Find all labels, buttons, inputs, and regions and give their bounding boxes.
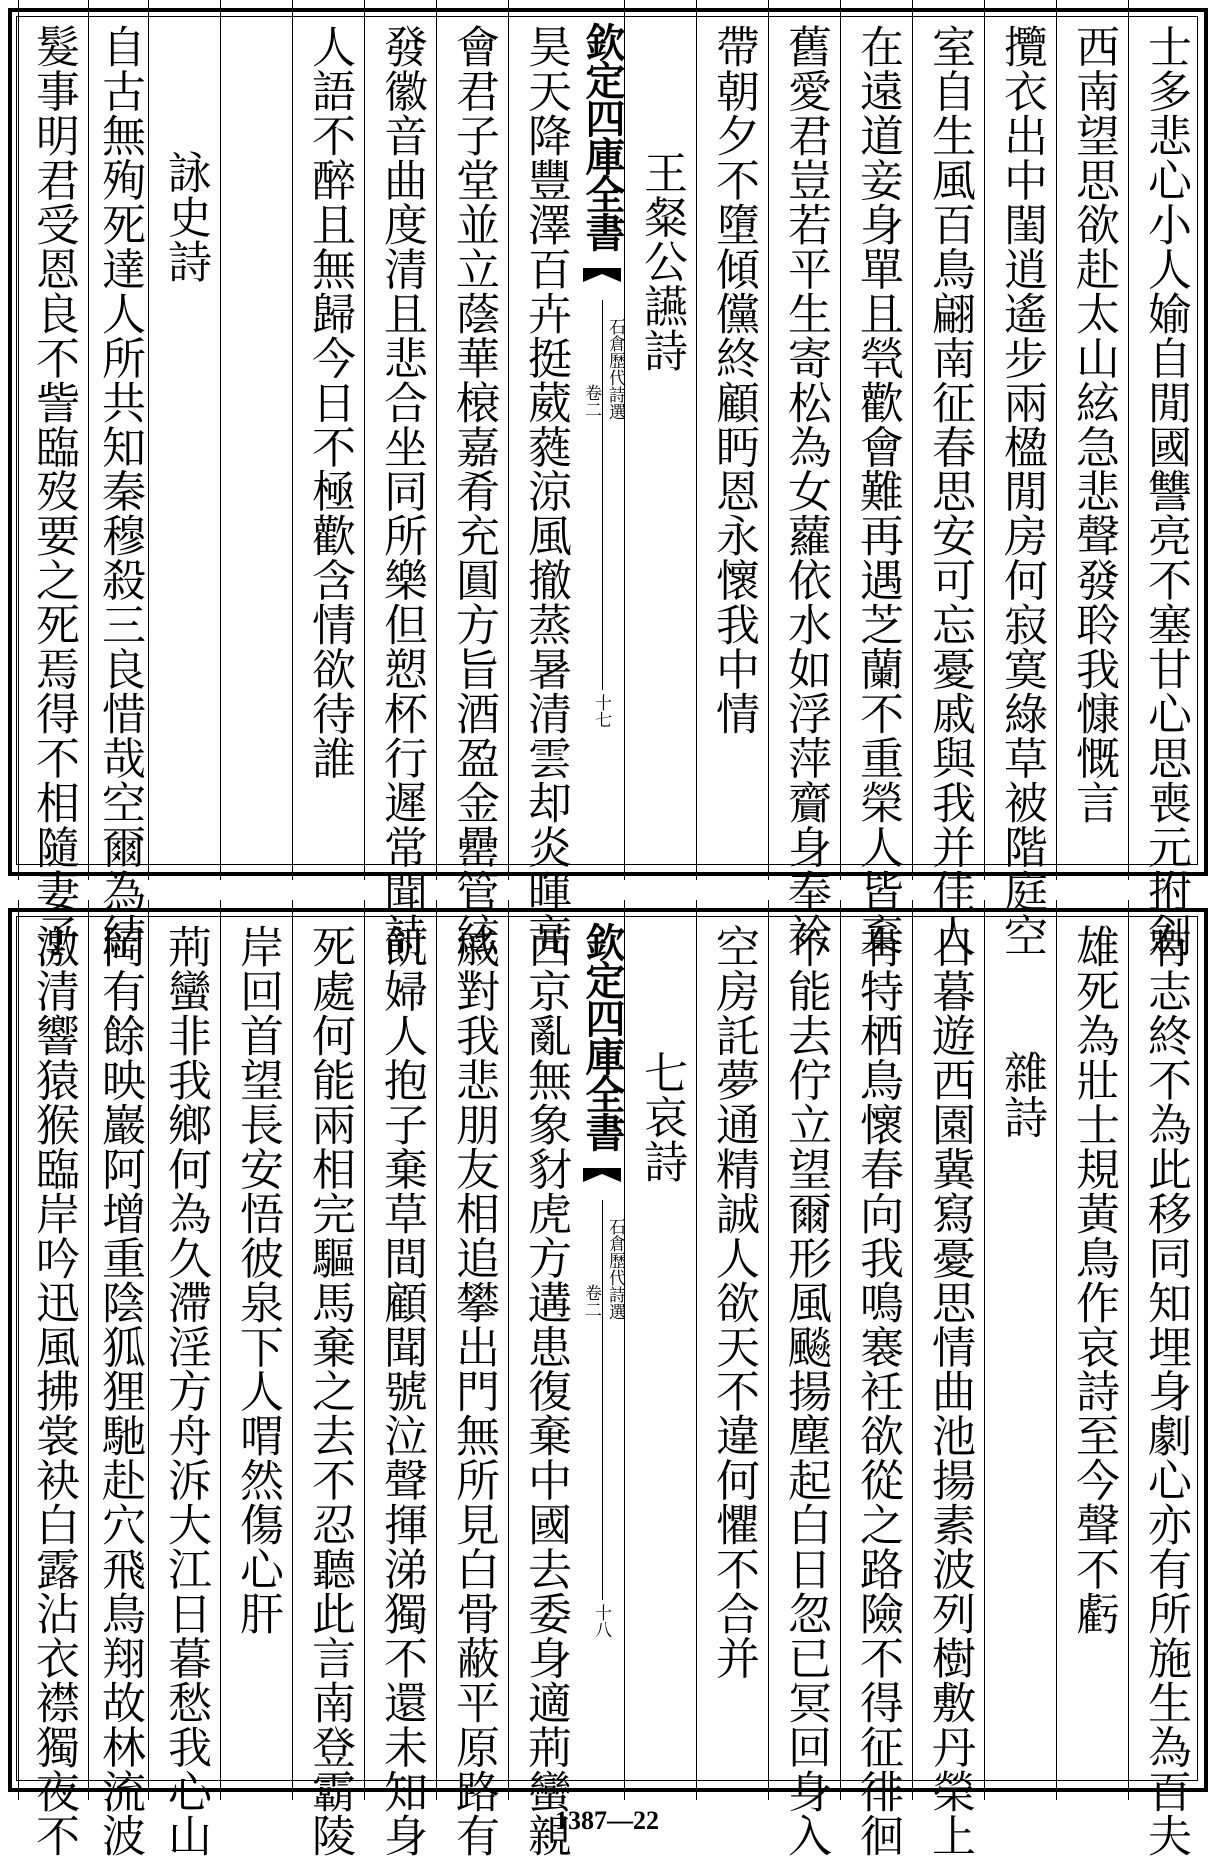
bottom-col-l1 <box>508 900 581 1857</box>
text-column: 士多悲心小人媮自閒國讐亮不塞甘心思喪元拊劍 <box>1140 24 1191 958</box>
top-col-r1 <box>1128 0 1201 958</box>
bottom-col-l6 <box>148 900 221 1857</box>
top-col-r4 <box>912 0 985 958</box>
text-column: 人語不醉且無歸今日不極歡含情欲待誰 <box>304 24 355 780</box>
text-column: 有特栖鳥懷春向我鳴褰衽欲從之路險不得征徘徊 <box>852 924 903 1857</box>
poem-title: 詠史詩 <box>160 150 211 284</box>
top-col-r7 <box>696 0 769 880</box>
text-column: 飢婦人抱子棄草間顧聞號泣聲揮涕獨不還未知身 <box>376 924 427 1857</box>
top-col-r8 <box>624 0 697 880</box>
bottom-col-r2 <box>1056 900 1129 1800</box>
bottom-col-r6 <box>768 900 841 1857</box>
text-column: 西南望思欲赴太山絃急悲聲發聆我慷慨言 <box>1068 24 1119 825</box>
poem-title: 王粲公讌詩 <box>636 150 687 373</box>
collection-title: 石倉歷代詩選 <box>605 318 625 420</box>
fish-tail-mark-icon <box>583 1168 621 1190</box>
top-col-l6 <box>148 0 221 880</box>
text-column: 戚對我悲朋友相追攀出門無所見白骨蔽平原路有 <box>448 924 499 1857</box>
volume-label: 卷二 <box>581 1284 601 1318</box>
top-col-l2 <box>436 0 509 958</box>
text-column: 在遠道妾身單且煢歡會難再遇芝蘭不重榮人皆棄 <box>852 24 903 958</box>
center-divider-line <box>602 1200 603 1600</box>
top-center-column <box>580 0 624 880</box>
poem-title: 七哀詩 <box>636 1050 687 1184</box>
bottom-center-column <box>580 900 624 1800</box>
top-col-r2 <box>1056 0 1129 880</box>
page-number: 1387—22 <box>555 1806 659 1835</box>
top-col-l8 <box>18 0 89 958</box>
text-column: 空房託夢通精誠人欲天不違何懼不合并 <box>708 924 759 1680</box>
top-col-r6 <box>768 0 841 958</box>
top-col-l3 <box>364 0 437 958</box>
top-col-l5 <box>220 0 293 880</box>
leaf-number: 十八 <box>591 1604 611 1638</box>
text-column: 雄死為壯士規黃鳥作哀詩至今聲不虧 <box>1068 924 1119 1636</box>
bottom-col-r8 <box>624 900 697 1800</box>
text-column: 死處何能兩相完驅馬棄之去不忍聽此言南登霸陵 <box>304 924 355 1857</box>
text-column: 西京亂無象豺虎方遘患復棄中國去委身適荊蠻親 <box>520 924 571 1857</box>
text-column: 會君子堂並立蔭華榱嘉肴充圓方旨酒盈金罍管絃 <box>448 24 499 958</box>
bottom-col-l7 <box>88 900 149 1857</box>
text-column: 昊天降豐澤百卉挺葳蕤涼風撤蒸暑清雲却炎暉高 <box>520 24 571 958</box>
bottom-col-l5 <box>220 900 293 1800</box>
top-col-r3 <box>984 0 1057 958</box>
book-title: 欽定四庫全書 <box>579 22 626 250</box>
top-col-l4 <box>292 0 365 880</box>
book-title: 欽定四庫全書 <box>579 922 626 1150</box>
text-column: 髮事明君受恩良不訾臨歿要之死焉得不相隨妻子 <box>28 24 79 958</box>
top-col-r5 <box>840 0 913 958</box>
text-column: 岡有餘映巖阿增重陰狐狸馳赴穴飛鳥翔故林流波 <box>94 924 145 1857</box>
bottom-col-r3 <box>984 900 1057 1800</box>
text-column: 舊愛君豈若平生寄松為女蘿依水如浮萍齎身奉衿 <box>780 24 831 958</box>
text-column: 有志終不為此移同知埋身劇心亦有所施生為百夫 <box>1140 924 1191 1857</box>
leaf-number: 十七 <box>591 694 611 728</box>
center-divider-line <box>602 300 603 690</box>
bottom-col-l3 <box>364 900 437 1857</box>
text-column: 激清響猿猴臨岸吟迅風拂裳袂白露沾衣襟獨夜不 <box>28 924 79 1857</box>
volume-label: 卷二 <box>581 384 601 418</box>
text-column: 自古無殉死達人所共知秦穆殺三良惜哉空爾為結 <box>94 24 145 958</box>
text-column: 不能去佇立望爾形風飈揚塵起白日忽已冥回身入 <box>780 924 831 1857</box>
text-column: 室自生風百鳥翩南征春思安可忘憂戚與我并佳人 <box>924 24 975 958</box>
bottom-col-l2 <box>436 900 509 1857</box>
poem-title: 雜詩 <box>996 1050 1047 1139</box>
fish-tail-mark-icon <box>583 268 621 290</box>
bottom-col-l4 <box>292 900 365 1857</box>
bottom-col-l8 <box>18 900 89 1857</box>
bottom-col-r7 <box>696 900 769 1800</box>
text-column: 荊蠻非我鄉何為久滯淫方舟泝大江日暮愁我心山 <box>160 924 211 1857</box>
bottom-col-r4 <box>912 900 985 1857</box>
collection-title: 石倉歷代詩選 <box>605 1218 625 1320</box>
text-column: 岸回首望長安悟彼泉下人喟然傷心肝 <box>232 924 283 1636</box>
text-column: 攬衣出中閨逍遙步兩楹閒房何寂寞綠草被階庭空 <box>996 24 1047 958</box>
text-column: 日暮遊西園冀寫憂思情曲池揚素波列樹敷丹榮上 <box>924 924 975 1857</box>
top-col-l1 <box>508 0 581 958</box>
text-column: 帶朝夕不墮傾儻終顧眄恩永懷我中情 <box>708 24 759 736</box>
bottom-col-r1 <box>1128 900 1201 1857</box>
bottom-col-r5 <box>840 900 913 1857</box>
text-column: 發徽音曲度清且悲合坐同所樂但愬杯行遲常聞詩 <box>376 24 427 958</box>
top-col-l7 <box>88 0 149 958</box>
